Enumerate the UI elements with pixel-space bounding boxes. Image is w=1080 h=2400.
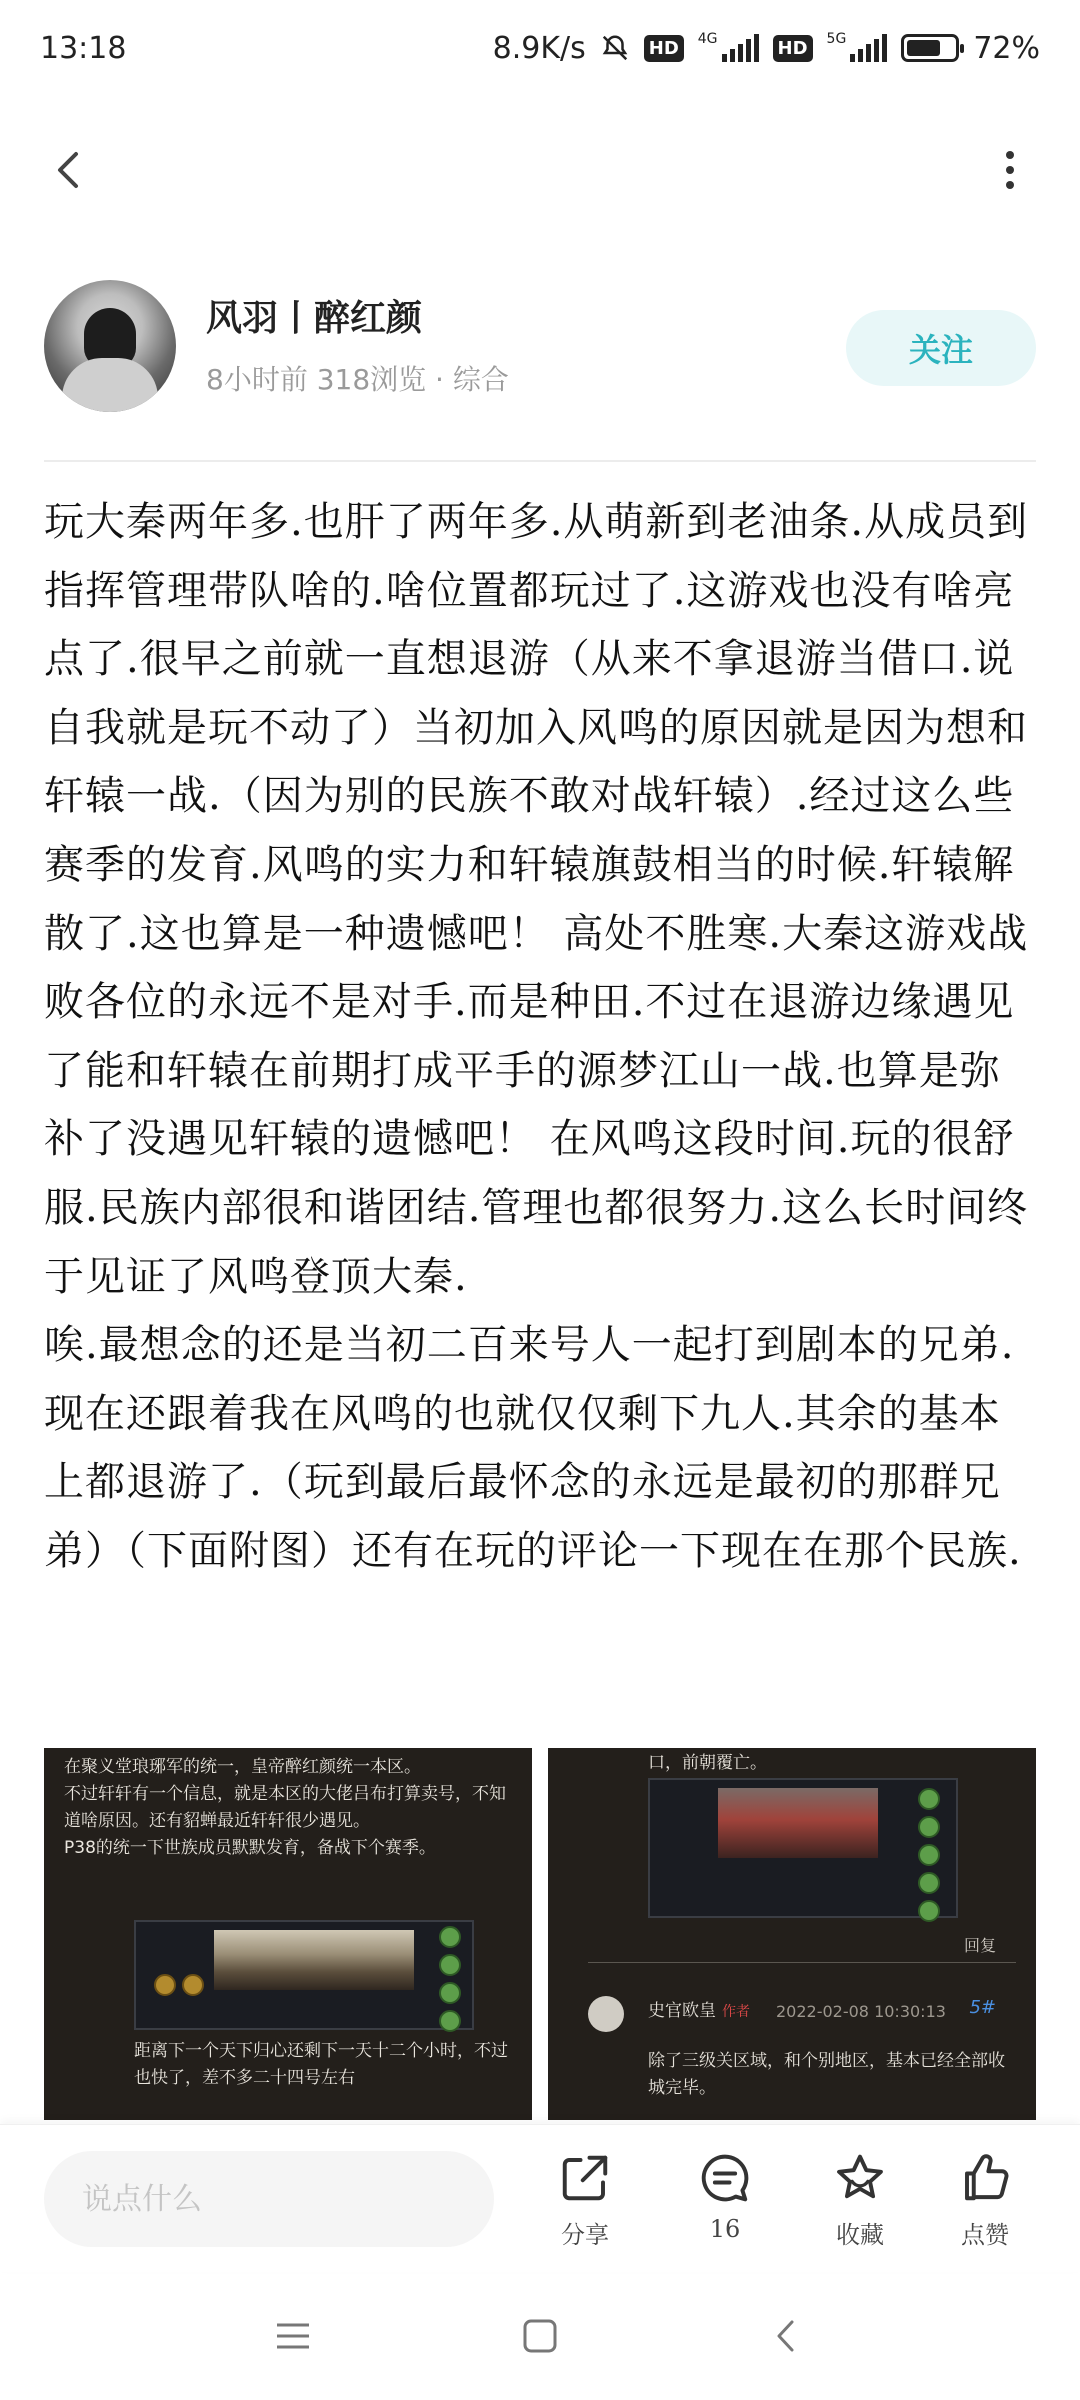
more-dot-icon	[1006, 151, 1014, 159]
author-name[interactable]: 风羽丨醉红颜	[206, 298, 423, 339]
game-ui-icons	[439, 1926, 461, 2032]
author-row	[44, 280, 1036, 420]
comment-floor: 5#	[969, 1997, 996, 2018]
image-1-text-line: 在聚义堂琅琊军的统一，皇帝醉红颜统一本区。	[64, 1757, 421, 1777]
nav-back-button[interactable]	[747, 2296, 827, 2376]
comment-button[interactable]	[680, 2151, 770, 2261]
image-1-text-line: 距离下一个天下归心还剩下一天十二个小时，不过也快了，差不多二十四号左右	[134, 2041, 508, 2088]
post-meta: 8小时前 318浏览 · 综合	[206, 363, 509, 396]
comment-count: 16	[709, 2215, 741, 2243]
comment-time: 2022-02-08 10:30:13	[776, 2002, 946, 2021]
hd-badge-1: HD	[644, 35, 684, 62]
author-avatar[interactable]	[44, 280, 176, 412]
game-scene-image	[718, 1788, 878, 1858]
post-paragraph: 玩大秦两年多.也肝了两年多.从萌新到老油条.从成员到指挥管理带队啥的.啥位置都玩过了.这游戏也没有啥亮点了.很早之前就一直想退游（从来不拿退游当借口.说自我就是玩不动了）当初加入风鸣的原因就是因为想和轩辕一战.（因为别的民族不敢对战轩辕）.经过这么些赛季的发育.风鸣的实力和轩辕旗鼓相当的时候.轩辕解散了.这也算是一种遗憾吧！ 高处不胜寒.大秦这游戏战败各位的永远不是对手.而是种田.不过在退游边缘遇见了能和轩辕在前期打成平手的源梦江山一战.也算是弥补了没遇见轩辕的遗憾吧！ 在风鸣这段时间.玩的很舒服.民族内部很和谐团结.管理也都很努力.这么长时间终于见证了风鸣登顶大秦.	[44, 499, 1029, 1300]
star-icon	[833, 2151, 887, 2205]
reply-divider	[588, 1962, 1016, 1963]
signal-icon-1	[722, 34, 759, 62]
author-tag: 作者	[722, 2004, 750, 2020]
network-type-2: 5G	[826, 30, 847, 47]
more-dot-icon	[1006, 181, 1014, 189]
divider	[44, 460, 1036, 462]
post-image-2[interactable]	[548, 1748, 1036, 2120]
network-type-1: 4G	[697, 30, 718, 47]
image-1-text-line: P38的统一下世族成员默默发育，备战下个赛季。	[64, 1838, 436, 1858]
follow-button[interactable]: 关注	[846, 310, 1036, 386]
post-paragraph: 唉.最想念的还是当初二百来号人一起打到剧本的兄弟.现在还跟着我在风鸣的也就仅仅剩下九人.其余的基本上都退游了.（玩到最后最怀念的永远是最初的那群兄弟）（下面附图）还有在玩的评论一下现在在那个民族.	[44, 1322, 1022, 1574]
home-square-icon	[518, 2314, 562, 2358]
favorite-button[interactable]	[815, 2151, 905, 2261]
top-nav	[0, 130, 1080, 210]
like-button[interactable]	[940, 2151, 1030, 2261]
menu-button[interactable]	[253, 2296, 333, 2376]
home-button[interactable]	[500, 2296, 580, 2376]
mute-bell-icon	[600, 33, 630, 63]
status-time: 13:18	[40, 30, 127, 66]
like-label: 点赞	[961, 2221, 1009, 2249]
reply-label: 回复	[963, 1936, 996, 1955]
bottom-action-bar	[0, 2124, 1080, 2272]
comment-text: 除了三级关区域，和个别地区，基本已经全部收城完毕。	[648, 2051, 1005, 2098]
battery-icon	[901, 34, 959, 62]
menu-icon	[271, 2314, 315, 2358]
comment-input[interactable]	[44, 2151, 494, 2247]
chevron-left-icon	[40, 140, 100, 200]
chevron-left-icon	[765, 2314, 809, 2358]
battery-percent: 72%	[973, 30, 1040, 66]
commenter-name-text: 史官欧皇	[648, 2001, 716, 2021]
image-2-text-line: 口，前朝覆亡。	[648, 1753, 767, 1773]
share-label: 分享	[561, 2221, 609, 2249]
post-images	[44, 1748, 1036, 2120]
thumbs-up-icon	[958, 2151, 1012, 2205]
more-dot-icon	[1006, 166, 1014, 174]
commenter-name	[648, 1998, 750, 2026]
favorite-label: 收藏	[836, 2221, 884, 2249]
post-body	[44, 488, 1040, 1586]
game-ui-icons	[154, 1974, 204, 1996]
commenter-avatar	[588, 1996, 624, 2032]
signal-icon-2	[850, 34, 887, 62]
hd-badge-2: HD	[773, 35, 813, 62]
image-1-text-line: 不过轩轩有一个信息，就是本区的大佬吕布打算卖号，不知道啥原因。还有貂蝉最近轩轩很少遇见。	[64, 1784, 506, 1831]
back-button[interactable]	[40, 140, 100, 200]
network-speed: 8.9K/s	[492, 30, 586, 66]
system-nav-bar	[0, 2272, 1080, 2400]
share-button[interactable]	[540, 2151, 630, 2261]
comment-bubble-icon	[698, 2151, 752, 2205]
status-icons	[493, 31, 1040, 66]
more-button[interactable]	[980, 140, 1040, 200]
game-ui-icons	[918, 1788, 940, 1922]
game-scene-image	[214, 1930, 414, 1990]
share-icon	[558, 2151, 612, 2205]
status-bar	[0, 0, 1080, 96]
post-image-1[interactable]	[44, 1748, 532, 2120]
